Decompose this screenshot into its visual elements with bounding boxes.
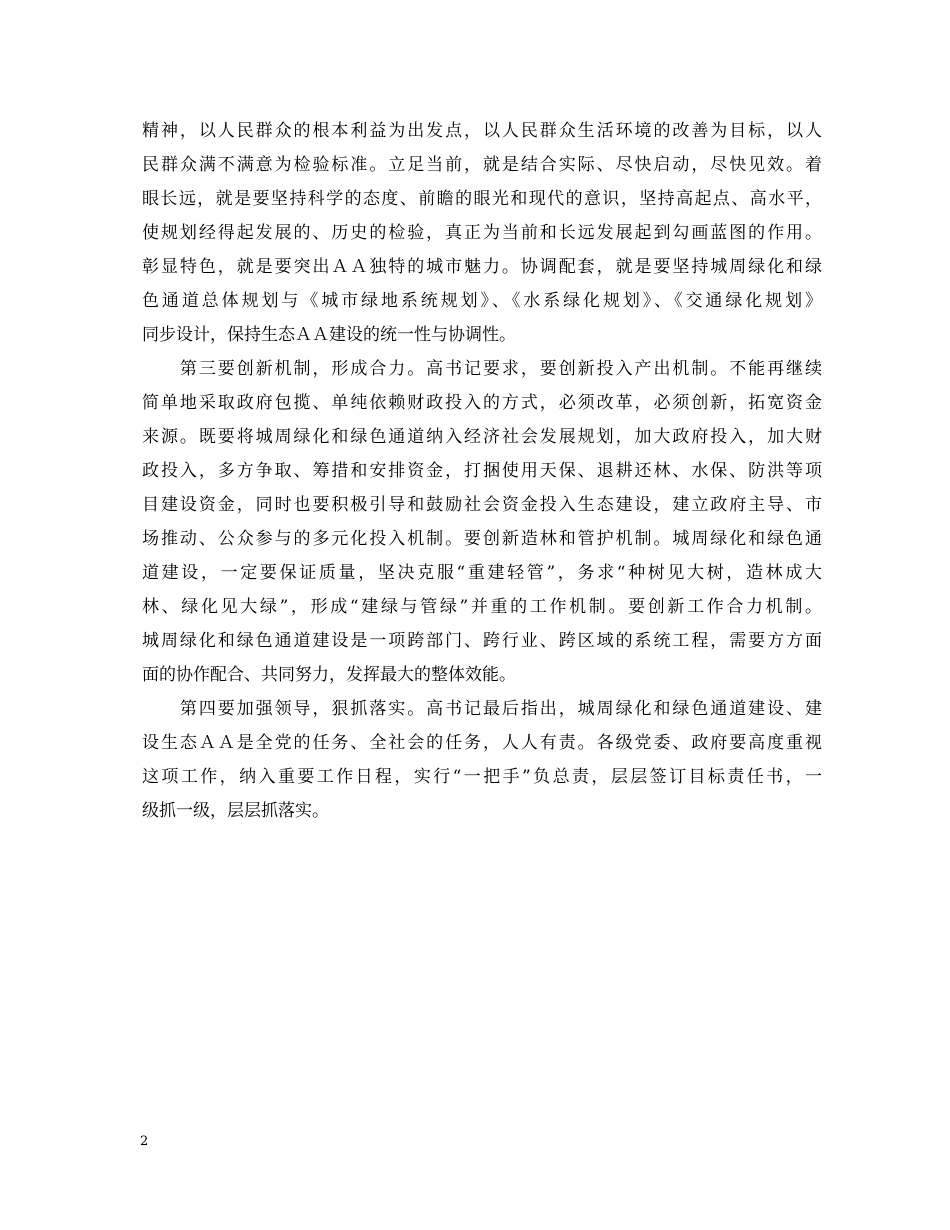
text-line: 同步设计，保持生态ＡＡ建设的统一性与协调性。	[142, 325, 516, 345]
text-line: 第三要创新机制，形成合力。高书记要求，要创新投入产出机制。不能再继续	[142, 359, 822, 379]
text-line: 面的协作配合、共同努力，发挥最大的整体效能。	[142, 665, 516, 685]
text-line: 道建设，一定要保证质量，坚决克服“重建轻管”，务求“种树见大树，造林成大	[142, 563, 822, 583]
page-number: 2	[140, 1134, 149, 1149]
text-line: 级抓一级，层层抓落实。	[142, 801, 329, 821]
text-line: 彰显特色，就是要突出ＡＡ独特的城市魅力。协调配套，就是要坚持城周绿化和绿	[142, 257, 822, 277]
text-line: 来源。既要将城周绿化和绿色通道纳入经济社会发展规划，加大政府投入，加大财	[142, 427, 822, 447]
body-text	[142, 114, 822, 828]
text-line: 简单地采取政府包揽、单纯依赖财政投入的方式，必须改革，必须创新，拓宽资金	[142, 393, 822, 413]
text-line: 政投入，多方争取、筹措和安排资金，打捆使用天保、退耕还林、水保、防洪等项	[142, 461, 822, 481]
text-line: 场推动、公众参与的多元化投入机制。要创新造林和管护机制。城周绿化和绿色通	[142, 529, 822, 549]
text-line: 色通道总体规划与《城市绿地系统规划》、《水系绿化规划》、《交通绿化规划》	[142, 291, 822, 311]
text-line: 使规划经得起发展的、历史的检验，真正为当前和长远发展起到勾画蓝图的作用。	[142, 223, 822, 243]
text-line: 第四要加强领导，狠抓落实。高书记最后指出，城周绿化和绿色通道建设、建	[142, 699, 822, 719]
text-line: 民群众满不满意为检验标准。立足当前，就是结合实际、尽快启动，尽快见效。着	[142, 155, 822, 175]
text-line: 精神，以人民群众的根本利益为出发点，以人民群众生活环境的改善为目标，以人	[142, 121, 822, 141]
text-line: 林、绿化见大绿”，形成“建绿与管绿”并重的工作机制。要创新工作合力机制。	[142, 597, 822, 617]
text-line: 目建设资金，同时也要积极引导和鼓励社会资金投入生态建设，建立政府主导、市	[142, 495, 822, 515]
text-line: 城周绿化和绿色通道建设是一项跨部门、跨行业、跨区域的系统工程，需要方方面	[142, 631, 822, 651]
text-line: 设生态ＡＡ是全党的任务、全社会的任务，人人有责。各级党委、政府要高度重视	[142, 733, 822, 753]
text-line: 眼长远，就是要坚持科学的态度、前瞻的眼光和现代的意识，坚持高起点、高水平，	[142, 189, 822, 209]
text-line: 这项工作，纳入重要工作日程，实行“一把手”负总责，层层签订目标责任书，一	[142, 767, 822, 787]
